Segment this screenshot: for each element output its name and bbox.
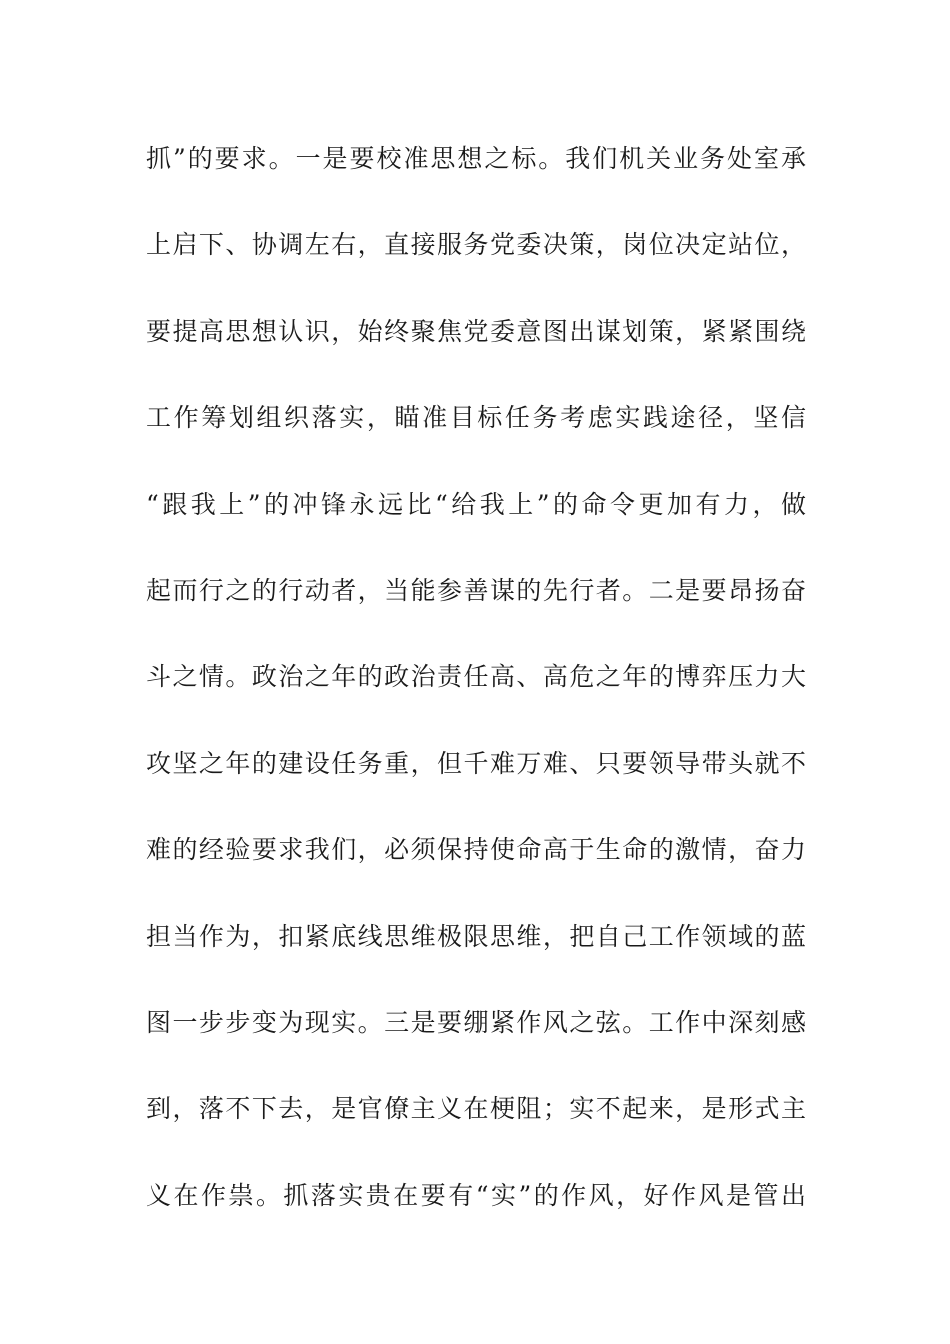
text-line: 要提高思想认识，始终聚焦党委意图出谋划策，紧紧围绕 [146,316,806,346]
text-line: 攻坚之年的建设任务重，但千难万难、只要领导带头就不 [146,748,806,778]
text-line: 义在作祟。抓落实贵在要有“实”的作风，好作风是管出 [146,1180,806,1210]
text-line: 难的经验要求我们，必须保持使命高于生命的激情，奋力 [146,835,806,865]
text-line: 到，落不下去，是官僚主义在梗阻；实不起来，是形式主 [146,1094,806,1124]
text-line: 工作筹划组织落实，瞄准目标任务考虑实践途径，坚信 [146,403,806,433]
text-line: 抓”的要求。一是要校准思想之标。我们机关业务处室承 [146,144,806,173]
text-line: 斗之情。政治之年的政治责任高、高危之年的博弈压力大 [146,662,806,692]
text-line: 上启下、协调左右，直接服务党委决策，岗位决定站位， [146,230,806,260]
text-line: 起而行之的行动者，当能参善谋的先行者。二是要昂扬奋 [146,575,806,605]
text-line: 图一步步变为现实。三是要绷紧作风之弦。工作中深刻感 [146,1007,806,1037]
body-text [146,136,806,1259]
text-line: “跟我上”的冲锋永远比“给我上”的命令更加有力，做 [146,489,806,519]
text-line: 担当作为，扣紧底线思维极限思维，把自己工作领域的蓝 [146,921,806,951]
